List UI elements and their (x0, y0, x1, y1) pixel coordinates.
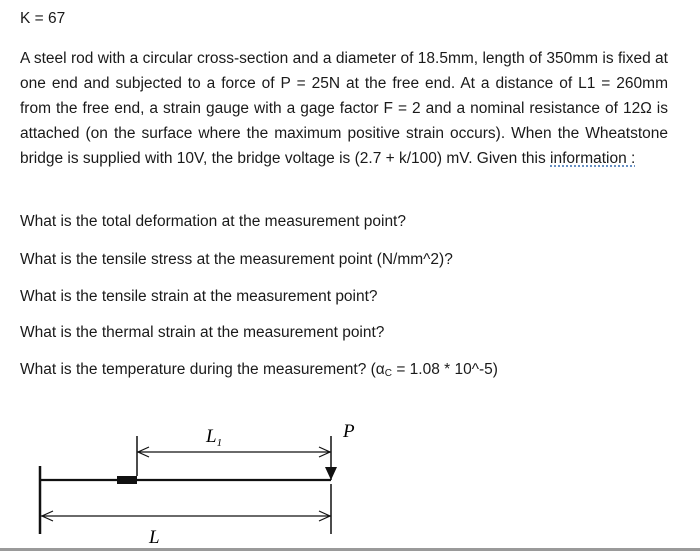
label-l: L (149, 527, 160, 548)
question-temperature (20, 360, 498, 384)
problem-statement (20, 46, 668, 171)
question-temperature-suffix: = 1.08 * 10^-5) (392, 361, 498, 378)
k-value: K = 67 (20, 10, 66, 27)
problem-text: A steel rod with a circular cross-section and a diameter of 18.5mm, length of 350mm is fixed at one end and subjected to a force of P = 25N at the free end. At a distance of L1 = 260mm from the free end, a strain gauge with a gage factor F = 2 and a nominal resistance of 12Ω is attached (on the surface where the maximum positive strain occurs). When the Wheatstone bridge is supplied with 10V, the bridge voltage is (2.7 + k/100) mV. Given this (20, 50, 668, 167)
question-thermal-strain: What is the thermal strain at the measurement point? (20, 324, 385, 341)
strain-gauge (117, 476, 137, 484)
information-link[interactable]: information : (550, 150, 636, 167)
question-total-deformation: What is the total deformation at the measurement point? (20, 213, 406, 230)
label-p: P (343, 421, 355, 442)
alpha-subscript: C (384, 368, 393, 379)
question-tensile-strain: What is the tensile strain at the measurement point? (20, 288, 378, 305)
force-arrow-icon (325, 467, 337, 480)
question-temperature-prefix: What is the temperature during the measurement? (α (20, 361, 385, 378)
question-tensile-stress: What is the tensile stress at the measurement point (N/mm^2)? (20, 251, 453, 268)
label-l1: $L_1$ (206, 426, 223, 449)
cantilever-diagram (0, 400, 700, 551)
